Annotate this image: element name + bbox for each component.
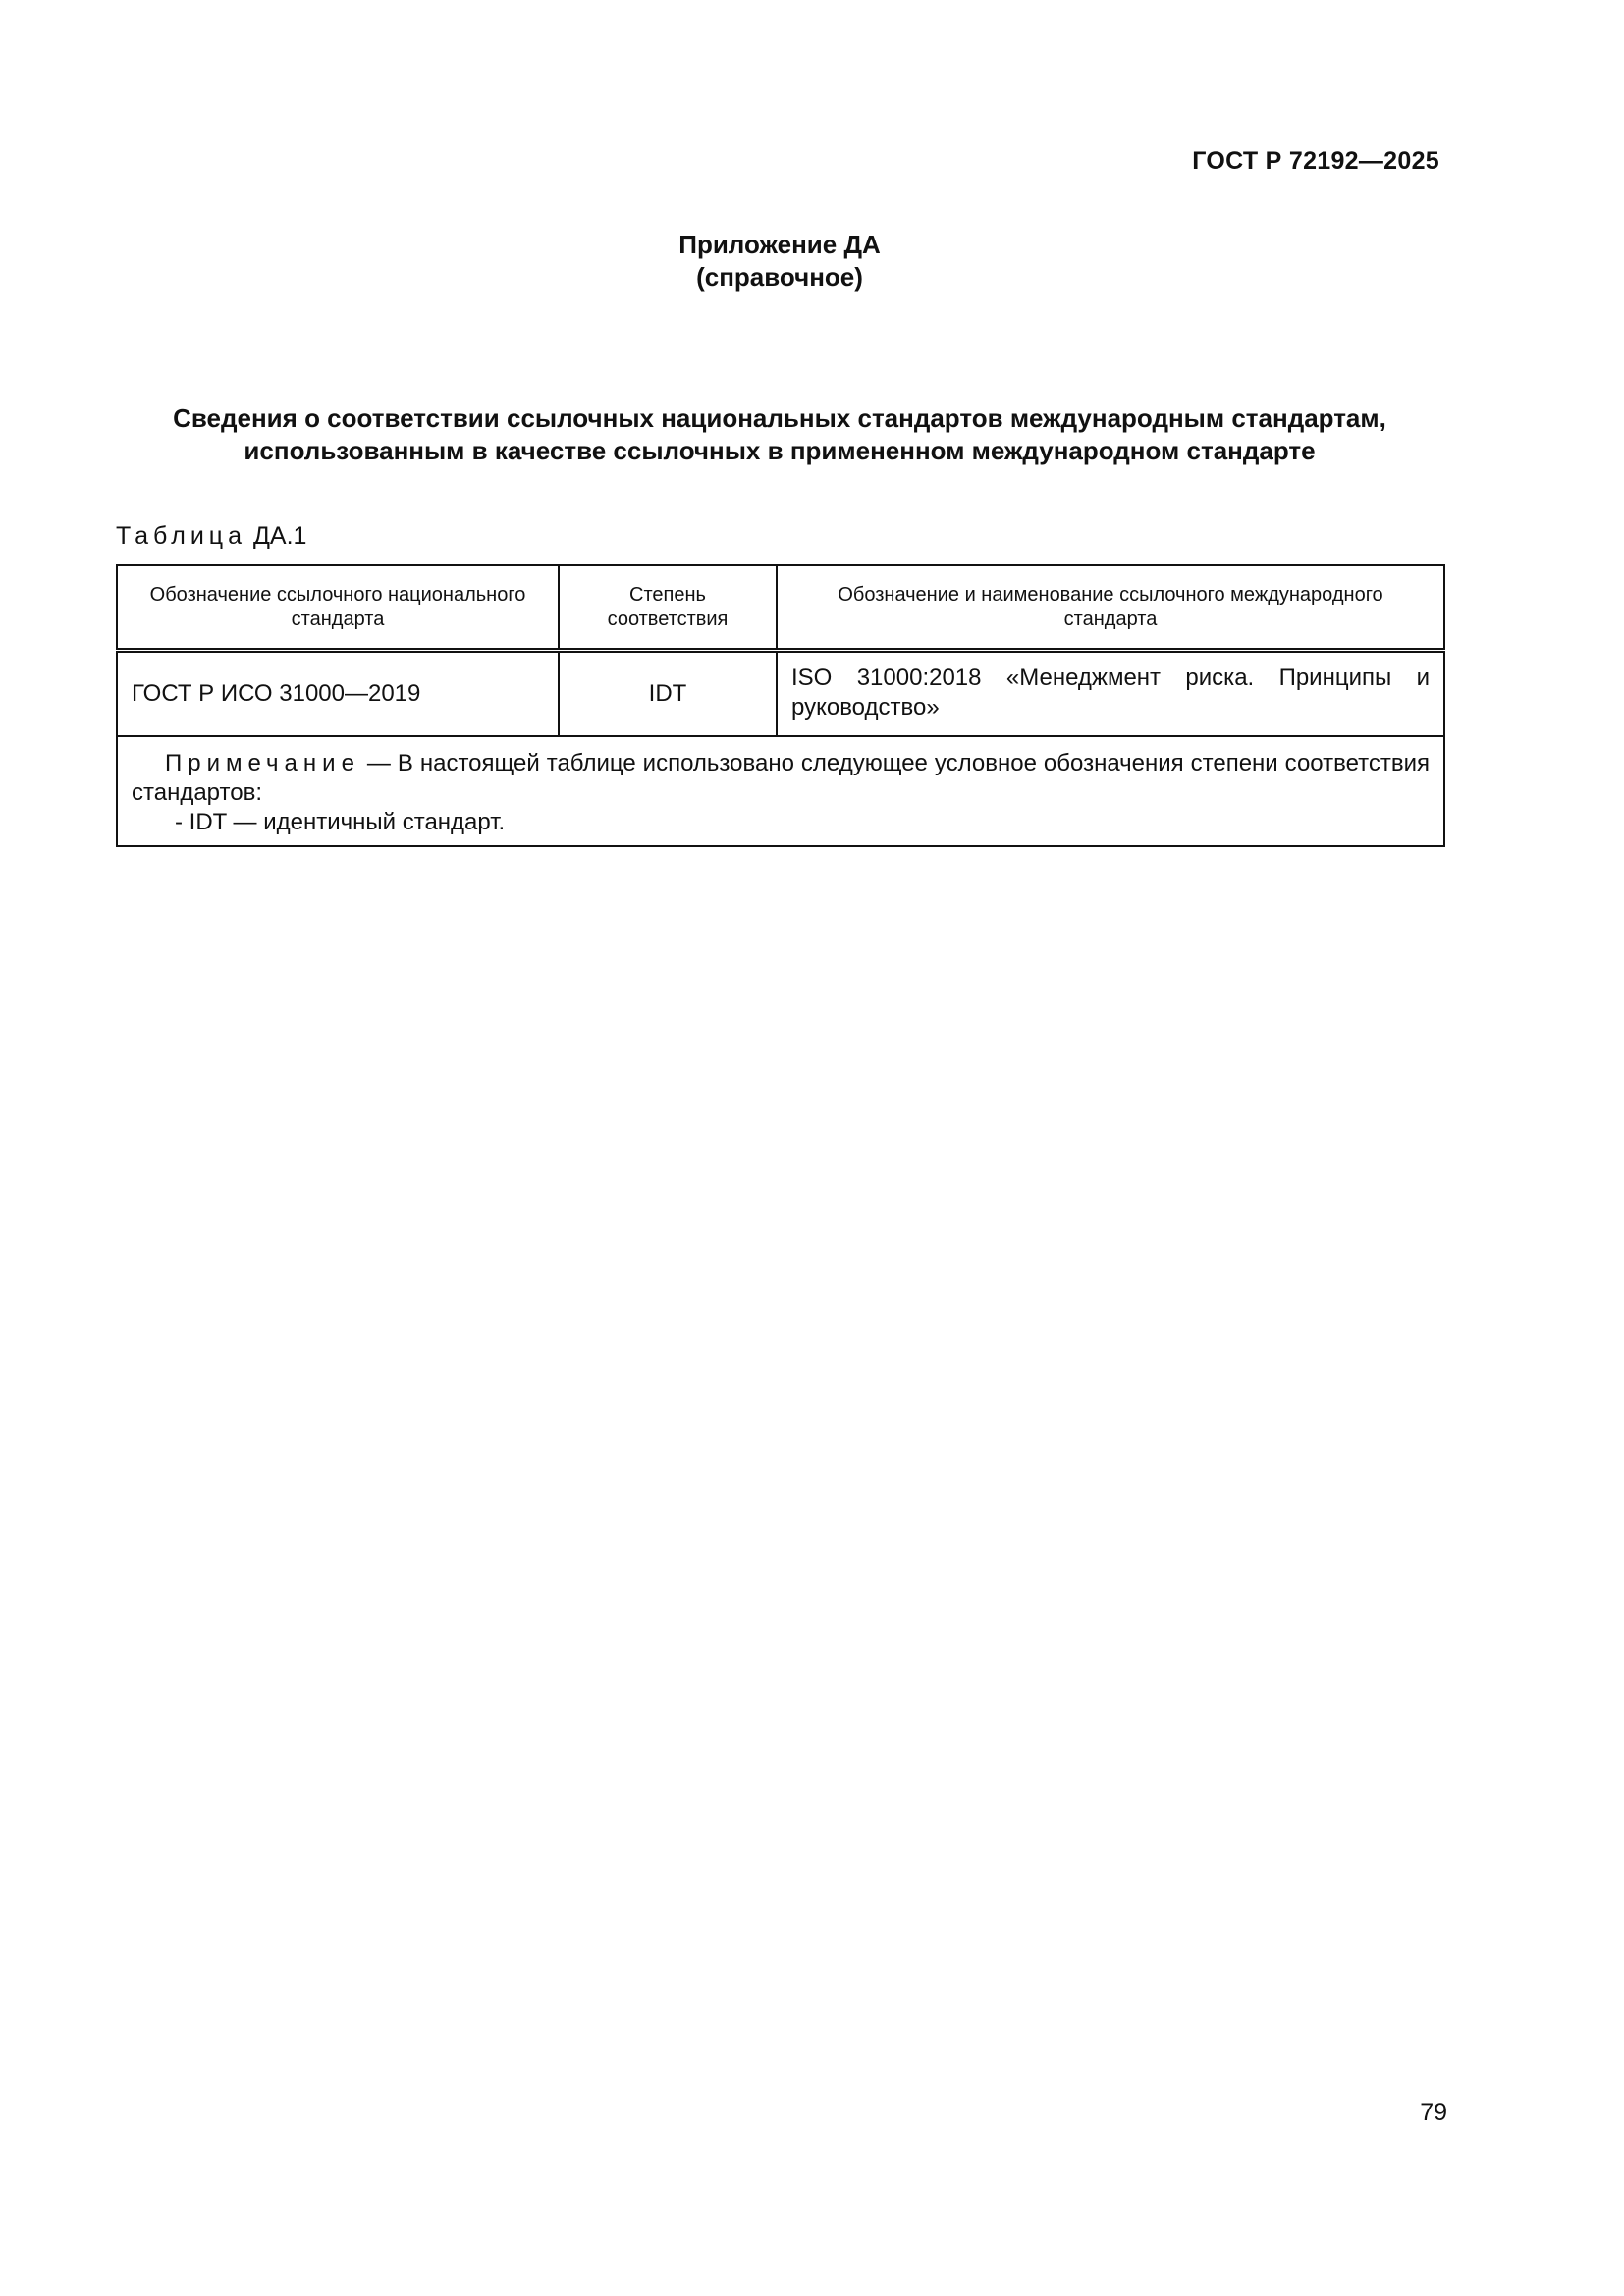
correspondence-table [116, 564, 1445, 847]
table-note [117, 736, 1444, 846]
appendix-title: Приложение ДА [678, 230, 881, 259]
section-heading-line-1: Сведения о соответствии ссылочных национальных стандартов международным стандартам, [173, 403, 1386, 433]
appendix-subtitle: (справочное) [696, 262, 863, 292]
table-row [117, 651, 1444, 737]
document-code: ГОСТ Р 72192—2025 [1192, 147, 1439, 175]
cell-international-standard: ISO 31000:2018 «Менеджмент риска. Принципы и руководство» [777, 651, 1444, 737]
table-note-row [117, 736, 1444, 846]
page-number: 79 [1420, 2099, 1447, 2126]
table-header-row [117, 565, 1444, 651]
section-heading [116, 402, 1443, 467]
section-heading-line-2: использованным в качестве ссылочных в примененном международном стандарте [244, 436, 1316, 465]
cell-degree: IDT [559, 651, 777, 737]
column-header-degree: Степень соответствия [559, 565, 777, 651]
note-list-item: - IDT — идентичный стандарт. [175, 809, 506, 835]
cell-national-standard: ГОСТ Р ИСО 31000—2019 [117, 651, 559, 737]
column-header-national: Обозначение ссылочного национального стандарта [117, 565, 559, 651]
note-label: Примечание [165, 750, 360, 776]
table-caption-number: ДА.1 [252, 522, 307, 550]
note-text: — В настоящей таблице использовано следующее условное обозначения степени соответствия стандартов: [132, 750, 1431, 806]
column-header-international: Обозначение и наименование ссылочного международного стандарта [777, 565, 1444, 651]
appendix-title-block [0, 229, 1559, 294]
table-caption-label: Таблица [116, 522, 247, 550]
table-caption [116, 522, 306, 551]
correspondence-table-wrapper [116, 564, 1443, 847]
